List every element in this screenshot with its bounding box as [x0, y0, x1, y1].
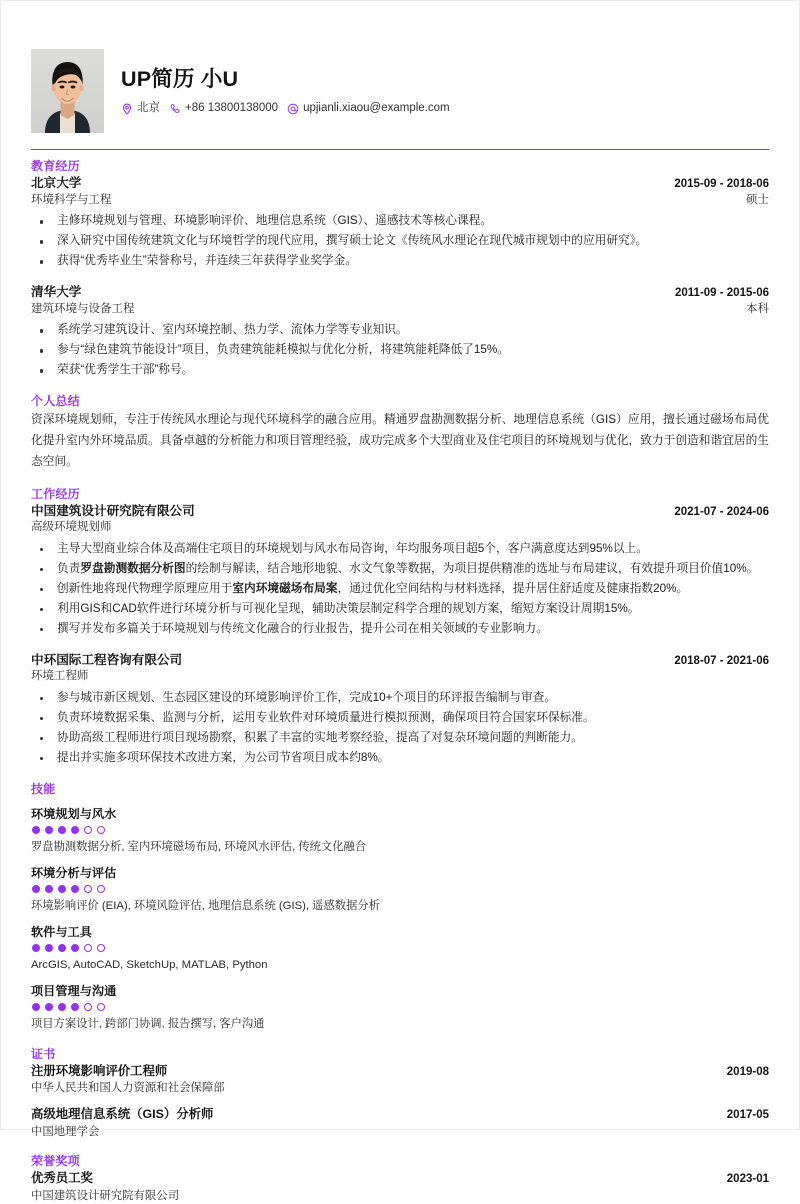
- section-title-certificates: 证书: [31, 1046, 56, 1061]
- section-title-awards: 荣誉奖项: [31, 1154, 80, 1169]
- contact-list: [121, 102, 769, 116]
- skill-dot-empty: [97, 885, 105, 893]
- education-major: 建筑环境与设备工程: [31, 302, 135, 315]
- skill-dot-filled: [45, 1003, 53, 1011]
- skill-dot-filled: [71, 1003, 79, 1011]
- page-title: UP简历 小U: [121, 67, 239, 92]
- resume-header: [31, 49, 769, 147]
- certificate-date: 2019-08: [726, 1065, 769, 1078]
- work-entry: [31, 652, 769, 768]
- location-pin-icon: [121, 103, 133, 115]
- work-company: 中国建筑设计研究院有限公司: [31, 503, 195, 518]
- skill-dot-filled: [32, 944, 40, 952]
- skill-dot-empty: [97, 1003, 105, 1011]
- skill-dot-filled: [58, 1003, 66, 1011]
- skill-group-name: 项目管理与沟通: [31, 983, 117, 998]
- education-major: 环境科学与工程: [31, 193, 112, 206]
- skill-group: [31, 924, 769, 974]
- section-summary: [31, 394, 769, 472]
- contact-email-text: upjianli.xiaou@example.com: [303, 102, 450, 115]
- list-item: 创新性地将现代物理学原理应用于室内环境磁场布局案，通过优化空间结构与材料选择，提升居住舒适度及健康指数20%。: [31, 580, 769, 599]
- work-date: 2021-07 - 2024-06: [674, 505, 769, 518]
- skill-dot-filled: [45, 826, 53, 834]
- education-school: 清华大学: [31, 285, 82, 300]
- skill-level-dots: [32, 826, 769, 834]
- skill-group: [31, 983, 769, 1033]
- education-bullets: [31, 212, 769, 271]
- phone-icon: [169, 103, 181, 115]
- skill-level-dots: [32, 1003, 769, 1011]
- work-role: 环境工程师: [31, 670, 89, 683]
- award-org: 中国建筑设计研究院有限公司: [31, 1189, 180, 1202]
- skill-group-name: 软件与工具: [31, 924, 92, 939]
- skill-dot-filled: [58, 885, 66, 893]
- education-school: 北京大学: [31, 176, 82, 190]
- education-degree: 本科: [746, 302, 769, 315]
- skill-dot-filled: [71, 826, 79, 834]
- list-item: 撰写并发布多篇关于环境规划与传统文化融合的行业报告，提升公司在相关领域的专业影响力。: [31, 620, 769, 639]
- email-at-icon: [287, 103, 299, 115]
- skill-items: 项目方案设计, 跨部门协调, 报告撰写, 客户沟通: [31, 1017, 265, 1030]
- skill-dot-filled: [45, 885, 53, 893]
- skill-dot-filled: [32, 1003, 40, 1011]
- skill-group-name: 环境分析与评估: [31, 865, 117, 880]
- section-work: [31, 487, 769, 768]
- list-item: 负责罗盘勘测数据分析图的绘制与解读，结合地形地貌、水文气象等数据，为项目提供精准的选址与布局建议，有效提升项目价值10%。: [31, 560, 769, 579]
- header-divider: [31, 149, 769, 150]
- skill-items: ArcGIS, AutoCAD, SketchUp, MATLAB, Python: [31, 958, 268, 971]
- work-bullets: [31, 689, 769, 768]
- education-bullets: [31, 321, 769, 380]
- award-entry: [31, 1170, 769, 1204]
- skill-dot-empty: [84, 944, 92, 952]
- summary-text: 资深环境规划师，专注于传统风水理论与现代环境科学的融合应用。精通罗盘勘测数据分析、地理信息系统（GIS）应用，擅长通过磁场布局优化提升室内外环境品质。具备卓越的分析能力和项目管理经验，成功完成多个大型商业及住宅项目的环境规划与优化，致力于创造和谐宜居的生态空间。: [31, 413, 769, 468]
- list-item: 参与“绿色建筑节能设计”项目，负责建筑能耗模拟与优化分析，将建筑能耗降低了15%。: [31, 341, 769, 360]
- skill-dot-filled: [58, 944, 66, 952]
- education-date: 2015-09 - 2018-06: [674, 178, 769, 190]
- award-date: 2023-01: [726, 1173, 769, 1186]
- section-certificates: [31, 1047, 769, 1140]
- skill-items: 罗盘勘测数据分析, 室内环境磁场布局, 环境风水评估, 传统文化融合: [31, 840, 367, 853]
- list-item: 深入研究中国传统建筑文化与环境哲学的现代应用，撰写硕士论文《传统风水理论在现代城市规划中的应用研究》。: [31, 232, 769, 251]
- skill-dot-filled: [71, 885, 79, 893]
- certificate-date: 2017-05: [726, 1109, 769, 1121]
- skill-dot-filled: [71, 944, 79, 952]
- skill-level-dots: [32, 944, 769, 952]
- list-item: 协助高级工程师进行项目现场勘察，积累了丰富的实地考察经验，提高了对复杂环境问题的判断能力。: [31, 729, 769, 748]
- contact-phone-text: +86 13800138000: [185, 102, 279, 115]
- skill-group: [31, 806, 769, 856]
- certificate-entry: [31, 1063, 769, 1097]
- skill-dot-empty: [84, 826, 92, 834]
- skill-dot-empty: [84, 1003, 92, 1011]
- skill-items: 环境影响评价 (EIA), 环境风险评估, 地理信息系统 (GIS), 遥感数据分析: [31, 899, 380, 912]
- list-item: 参与城市新区规划、生态园区建设的环境影响评价工作，完成10+个项目的环评报告编制与审查。: [31, 689, 769, 708]
- contact-location: [121, 102, 160, 116]
- list-item: 负责环境数据采集、监测与分析，运用专业软件对环境质量进行模拟预测，确保项目符合国家环保标准。: [31, 709, 769, 728]
- award-name: 优秀员工奖: [31, 1171, 93, 1186]
- skill-dot-filled: [58, 826, 66, 834]
- section-title-work: 工作经历: [31, 486, 80, 501]
- skill-dot-filled: [32, 885, 40, 893]
- list-item: 利用GIS和CAD软件进行环境分析与可视化呈现，辅助决策层制定科学合理的规划方案，缩短方案设计周期15%。: [31, 600, 769, 619]
- skill-dot-empty: [97, 944, 105, 952]
- certificate-name: 高级地理信息系统（GIS）分析师: [31, 1107, 214, 1121]
- section-skills: [31, 782, 769, 1033]
- skill-dot-filled: [45, 944, 53, 952]
- list-item: 提出并实施多项环保技术改进方案，为公司节省项目成本约8%。: [31, 749, 769, 768]
- skill-group-name: 环境规划与风水: [31, 806, 117, 821]
- contact-email[interactable]: [287, 102, 450, 116]
- work-bullets: [31, 540, 769, 639]
- education-entry: [31, 175, 769, 271]
- section-title-education: 教育经历: [31, 159, 80, 173]
- skill-group: [31, 865, 769, 915]
- work-entry: [31, 503, 769, 639]
- list-item: 荣获“优秀学生干部”称号。: [31, 361, 769, 380]
- work-date: 2018-07 - 2021-06: [674, 654, 769, 667]
- certificate-entry: [31, 1106, 769, 1140]
- skill-dot-filled: [32, 826, 40, 834]
- certificate-org: 中国地理学会: [31, 1125, 100, 1138]
- section-title-summary: 个人总结: [31, 394, 80, 409]
- education-degree: 硕士: [746, 193, 769, 206]
- section-awards: [31, 1154, 769, 1204]
- work-role: 高级环境规划师: [31, 521, 112, 534]
- list-item: 主修环境规划与管理、环境影响评价、地理信息系统（GIS）、遥感技术等核心课程。: [31, 212, 769, 231]
- education-date: 2011-09 - 2015-06: [675, 287, 769, 300]
- list-item: 获得“优秀毕业生”荣誉称号，并连续三年获得学业奖学金。: [31, 252, 769, 271]
- education-entry: [31, 284, 769, 380]
- section-title-skills: 技能: [31, 781, 56, 796]
- list-item: 系统学习建筑设计、室内环境控制、热力学、流体力学等专业知识。: [31, 321, 769, 340]
- skill-level-dots: [32, 885, 769, 893]
- section-education: [31, 159, 769, 380]
- list-item: 主导大型商业综合体及高端住宅项目的环境规划与风水布局咨询，年均服务项目超5个，客户满意度达到95%以上。: [31, 540, 769, 559]
- certificate-name: 注册环境影响评价工程师: [31, 1063, 168, 1078]
- skill-dot-empty: [84, 885, 92, 893]
- avatar: [31, 49, 104, 133]
- certificate-org: 中华人民共和国人力资源和社会保障部: [31, 1082, 225, 1095]
- contact-phone[interactable]: [169, 102, 278, 116]
- contact-location-text: 北京: [137, 102, 160, 115]
- skill-dot-empty: [97, 826, 105, 834]
- work-company: 中环国际工程咨询有限公司: [31, 652, 183, 667]
